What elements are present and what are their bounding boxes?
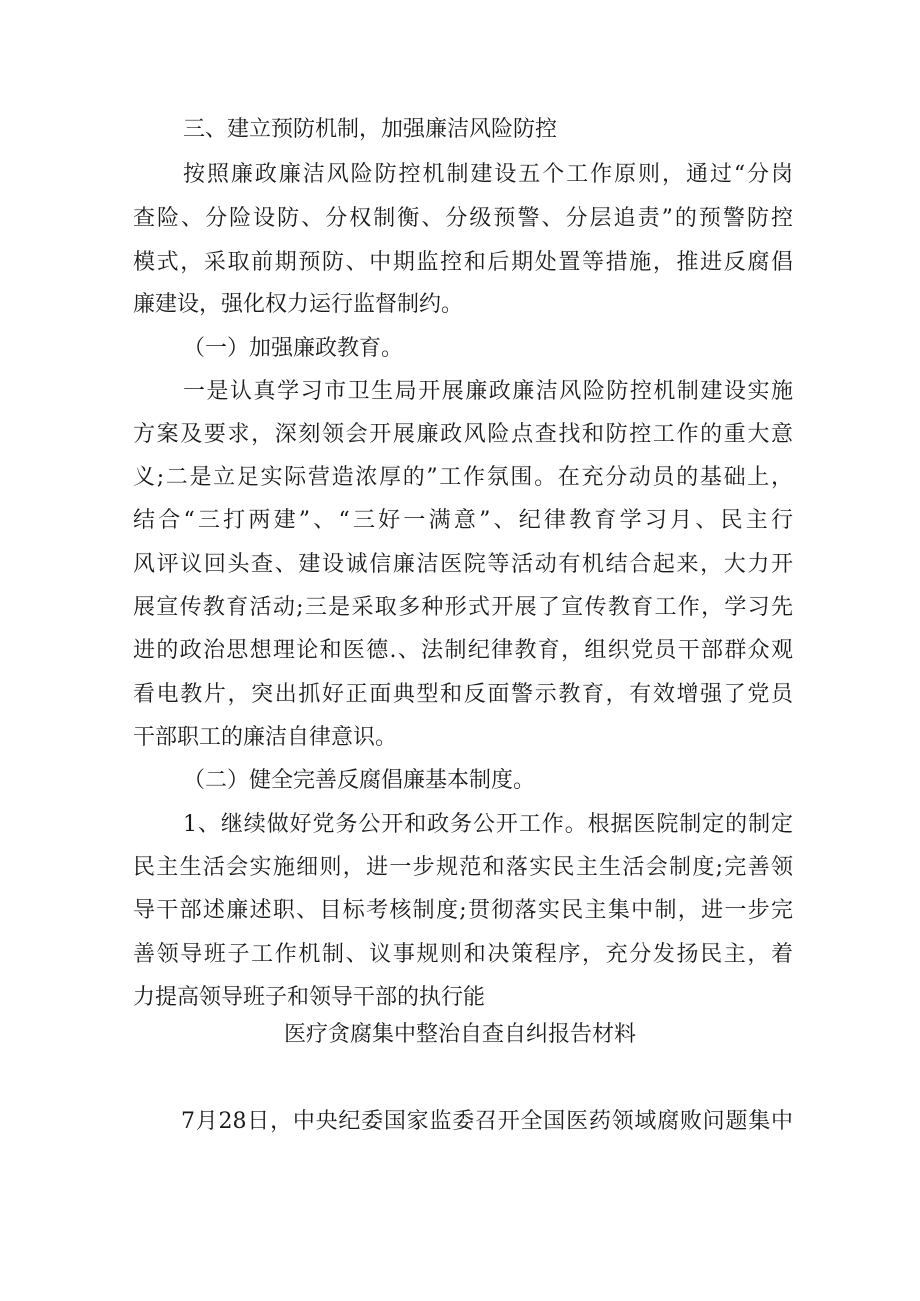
subsection-heading: （二）健全完善反腐倡廉基本制度。 [183,768,536,793]
paragraph-line: 方案及要求，深刻领会开展廉政风险点查找和防控工作的重大意 [133,422,793,447]
paragraph-line: 善领导班子工作机制、议事规则和决策程序，充分发扬民主，着 [133,942,793,967]
section-heading: 三、建立预防机制，加强廉洁风险防控 [183,117,558,142]
paragraph-line: 廉建设，强化权力运行监督制约。 [133,292,464,317]
paragraph-line: 一是认真学习市卫生局开展廉政廉洁风险防控机制建设实施 [183,379,793,404]
report-title: 医疗贪腐集中整治自查自纠报告材料 [283,1022,636,1047]
paragraph-line: 民主生活会实施细则，进一步规范和落实民主生活会制度;完善领 [133,855,793,880]
paragraph-line: 风评议回头查、建设诚信廉洁医院等活动有机结合起来，大力开 [133,552,793,577]
paragraph-line: 1、继续做好党务公开和政务公开工作。根据医院制定的制定 [183,812,793,837]
paragraph-line: 进的政治思想理论和医德.、法制纪律教育，组织党员干部群众观 [133,638,793,663]
paragraph-line: 查险、分险设防、分权制衡、分级预警、分层追责”的预警防控 [133,206,793,231]
paragraph-line: 力提高领导班子和领导干部的执行能 [133,985,486,1010]
paragraph-line: 干部职工的廉洁自律意识。 [133,725,398,750]
paragraph-line: 模式，采取前期预防、中期监控和后期处置等措施，推进反腐倡 [133,250,793,275]
paragraph-line: 7月28日，中央纪委国家监委召开全国医药领域腐败问题集中 [181,1109,793,1134]
paragraph-line: 看电教片，突出抓好正面典型和反面警示教育，有效增强了党员 [133,682,793,707]
paragraph-line: 义;二是立足实际营造浓厚的”工作氛围。在充分动员的基础上， [133,465,793,490]
subsection-heading: （一）加强廉政教育。 [183,336,404,361]
paragraph-line: 按照廉政廉洁风险防控机制建设五个工作原则，通过“分岗 [183,162,793,187]
paragraph-line: 导干部述廉述职、目标考核制度;贯彻落实民主集中制，进一步完 [133,898,793,923]
paragraph-line: 结合“三打两建”、“三好一满意”、纪律教育学习月、民主行 [133,508,793,533]
paragraph-line: 展宣传教育活动;三是采取多种形式开展了宣传教育工作，学习先 [133,595,793,620]
